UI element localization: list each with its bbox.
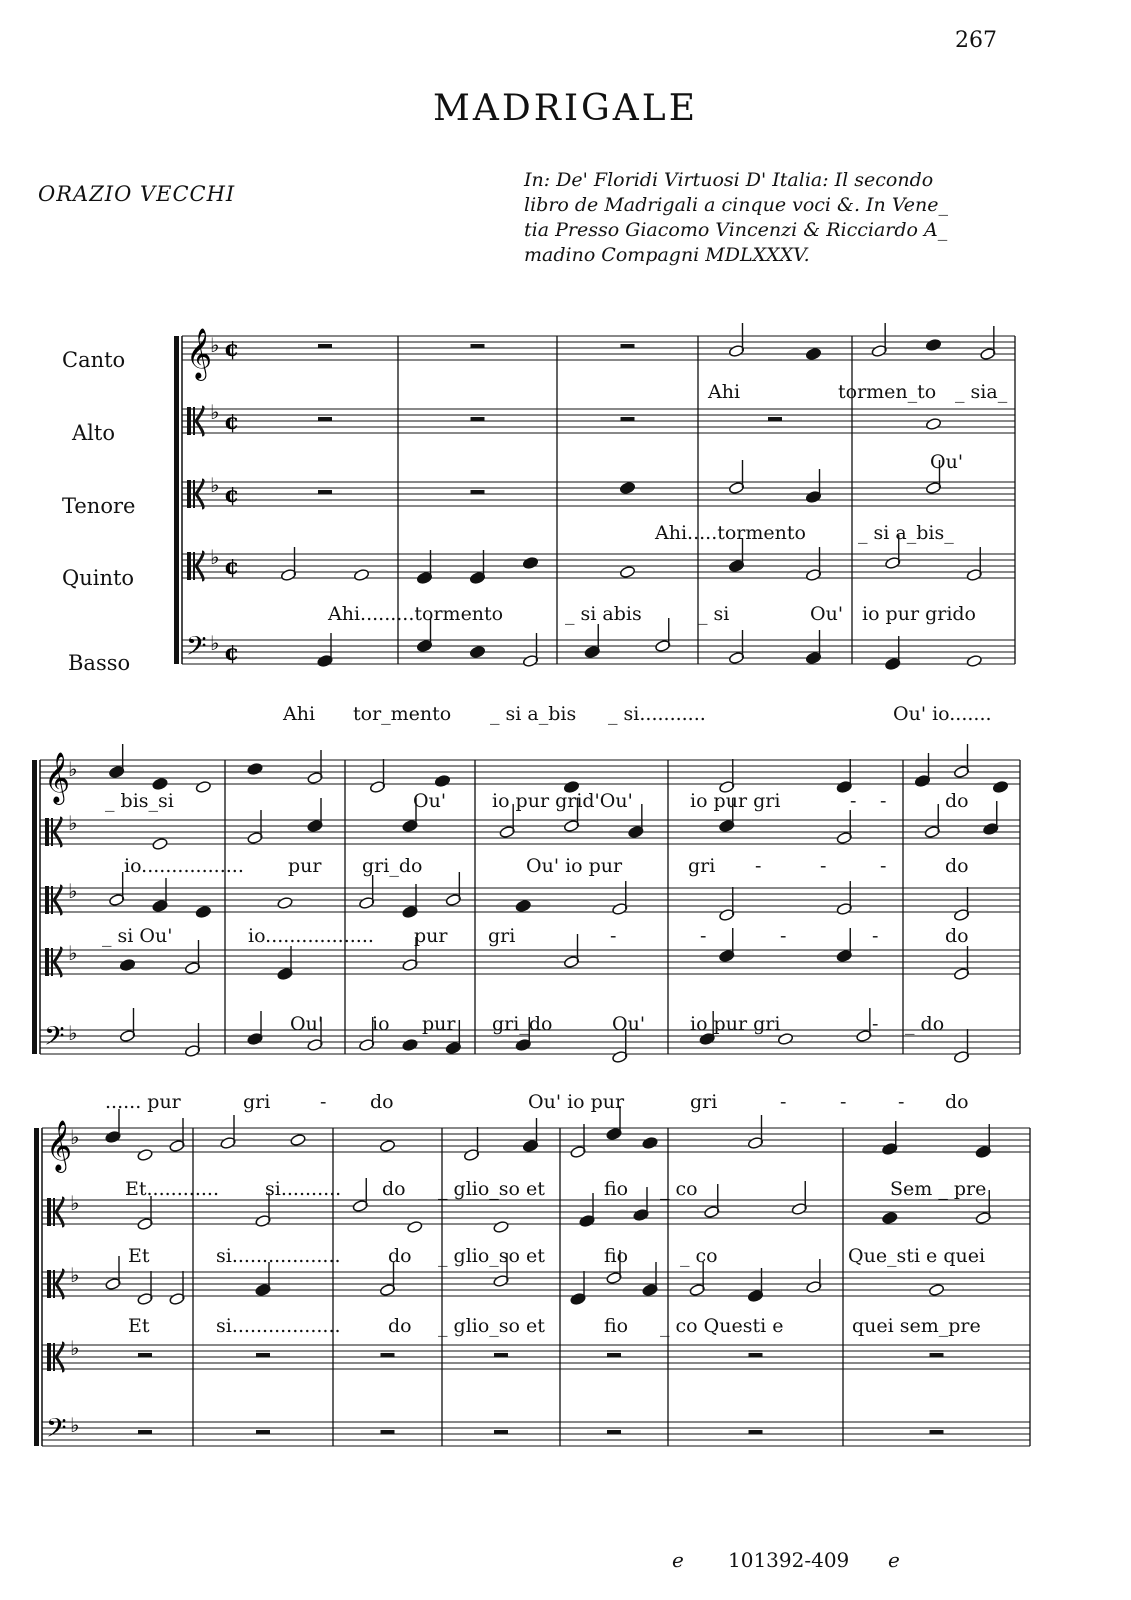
flat-icon: ♭ <box>68 879 78 903</box>
whole-rest <box>318 417 332 421</box>
whole-rest <box>768 417 782 421</box>
lyric-syllable: - <box>880 855 887 877</box>
lyric-syllable: Ou' io pur <box>528 1091 625 1113</box>
lyric-syllable: - <box>850 790 857 812</box>
c-clef-icon <box>47 1270 51 1298</box>
lyric-syllable: - <box>755 855 762 877</box>
footer-plate-number: 101392-409 <box>728 1548 850 1572</box>
voice-label-quinto: Quinto <box>62 566 135 590</box>
lyric-syllable: _ si........... <box>608 703 706 725</box>
composer-name: ORAZIO VECCHI <box>38 182 236 206</box>
c-clef-icon <box>193 407 195 435</box>
flat-icon: ♭ <box>210 545 220 569</box>
lyric-syllable: Ou' <box>612 1013 646 1035</box>
whole-rest <box>607 1430 621 1434</box>
lyric-syllable: si.......... <box>265 1178 342 1200</box>
system-bracket <box>174 336 179 664</box>
whole-rest <box>318 490 332 494</box>
flat-icon: ♭ <box>210 333 220 357</box>
note-head <box>642 1136 658 1149</box>
flat-icon: ♭ <box>210 631 220 655</box>
flat-icon: ♭ <box>70 1125 80 1149</box>
whole-rest <box>749 1353 763 1357</box>
lyric-syllable: Ahi.....tormento <box>655 522 806 544</box>
whole-rest <box>749 1430 763 1434</box>
lyric-syllable: gri <box>690 1091 718 1113</box>
lyric-syllable: si.................. <box>216 1245 341 1267</box>
c-clef-icon <box>51 818 53 846</box>
lyric-syllable: _ si a_bis <box>490 703 577 725</box>
lyric-syllable: do <box>945 1091 969 1113</box>
flat-icon: ♭ <box>68 811 78 835</box>
lyric-syllable: Ahi.........tormento <box>328 603 504 625</box>
lyric-syllable: pur <box>414 925 448 947</box>
lyric-syllable: - <box>872 925 879 947</box>
lyric-syllable: - <box>780 925 787 947</box>
lyric-syllable: _ bis_si <box>105 790 174 812</box>
c-clef-icon <box>187 407 191 435</box>
whole-rest <box>138 1353 152 1357</box>
whole-rest <box>621 344 635 348</box>
note-head <box>402 1038 418 1051</box>
lyric-syllable: Ahi <box>283 703 316 725</box>
lyric-syllable: io.................. <box>248 925 374 947</box>
lyric-syllable: fio <box>604 1178 629 1200</box>
lyric-syllable: do <box>388 1315 412 1337</box>
lyric-syllable: do <box>945 855 969 877</box>
flat-icon: ♭ <box>210 473 220 497</box>
page-number: 267 <box>955 28 997 53</box>
lyric-syllable: _ si <box>698 603 730 625</box>
lyric-syllable: gri_do <box>492 1013 553 1035</box>
lyric-syllable: gri_do <box>362 855 423 877</box>
note-head <box>277 896 293 909</box>
whole-rest <box>256 1430 270 1434</box>
lyric-syllable: - <box>820 855 827 877</box>
lyric-syllable: - <box>780 1091 787 1113</box>
whole-rest <box>930 1430 944 1434</box>
note-head <box>407 1220 423 1233</box>
lyric-syllable: Ou' <box>930 451 964 473</box>
flat-icon: ♭ <box>68 1021 78 1045</box>
c-clef-icon <box>53 1198 55 1226</box>
note-head <box>805 347 821 360</box>
note-head <box>152 837 168 850</box>
lyric-syllable: gri <box>688 855 716 877</box>
c-clef-icon <box>45 886 49 914</box>
bass-clef-icon: 𝄢 <box>44 1020 65 1058</box>
c-clef-icon <box>51 886 53 914</box>
cut-time-icon: ¢ <box>224 409 240 435</box>
cut-time-icon: ¢ <box>224 336 240 362</box>
note-head <box>152 777 168 790</box>
whole-rest <box>607 1353 621 1357</box>
lyric-syllable: si.................. <box>216 1315 341 1337</box>
lyric-syllable: Ou' <box>810 603 844 625</box>
whole-rest <box>471 344 485 348</box>
treble-clef-icon: 𝄞 <box>46 1120 73 1171</box>
lyric-syllable: _ glio_so et <box>438 1245 545 1267</box>
lyric-syllable: ...... pur <box>105 1091 181 1113</box>
flat-icon: ♭ <box>70 1413 80 1437</box>
flat-icon: ♭ <box>68 757 78 781</box>
flat-icon: ♭ <box>70 1336 80 1360</box>
source-line: In: De' Floridi Virtuosi D' Italia: Il secondo <box>524 169 934 191</box>
c-clef-icon <box>193 552 195 580</box>
system-bracket <box>34 1128 39 1446</box>
lyric-syllable: do <box>388 1245 412 1267</box>
bass-clef-icon: 𝄢 <box>186 630 207 668</box>
cut-time-icon: ¢ <box>224 554 240 580</box>
lyric-syllable: _ si a_bis_ <box>858 522 954 544</box>
note-head <box>928 1283 944 1296</box>
lyric-syllable: io pur gri <box>690 1013 781 1035</box>
lyric-syllable: - <box>880 790 887 812</box>
note-head <box>137 1148 153 1161</box>
whole-rest <box>930 1353 944 1357</box>
lyric-syllable: _ co Questi e <box>660 1315 784 1337</box>
note-head <box>619 481 635 494</box>
treble-clef-icon: 𝄞 <box>44 752 71 803</box>
note-head <box>195 780 211 793</box>
whole-rest <box>494 1430 508 1434</box>
lyric-syllable: _ glio_so et <box>438 1178 545 1200</box>
source-line: libro de Madrigali a cinque voci &. In Vene_ <box>524 194 949 216</box>
note-head <box>379 1139 395 1152</box>
note-head <box>353 568 369 581</box>
note-head <box>925 338 941 351</box>
lyric-syllable: - <box>610 925 617 947</box>
c-clef-icon <box>193 480 195 508</box>
whole-rest <box>471 417 485 421</box>
lyric-syllable: Et............ <box>125 1178 219 1200</box>
lyric-syllable: gri <box>488 925 516 947</box>
note-head <box>493 1220 509 1233</box>
lyric-syllable: tor_mento <box>353 703 452 725</box>
lyric-syllable: pur <box>422 1013 456 1035</box>
lyric-syllable: - <box>320 1091 327 1113</box>
c-clef-icon <box>47 1198 51 1226</box>
flat-icon: ♭ <box>68 941 78 965</box>
lyric-syllable: _ do <box>905 1013 945 1035</box>
lyric-syllable: io pur grido <box>862 603 976 625</box>
lyric-syllable: Ou' io....... <box>893 703 992 725</box>
lyric-syllable: Que_sti e quei <box>848 1245 986 1267</box>
lyric-syllable: _ co <box>660 1178 698 1200</box>
whole-rest <box>381 1353 395 1357</box>
c-clef-icon <box>53 1343 55 1371</box>
bass-clef-icon: 𝄢 <box>46 1412 67 1450</box>
lyric-syllable: io <box>372 1013 390 1035</box>
lyric-syllable: do <box>370 1091 394 1113</box>
note-head <box>290 1133 306 1146</box>
source-line: madino Compagni MDLXXXV. <box>524 244 810 266</box>
lyric-syllable: Et <box>128 1245 150 1267</box>
c-clef-icon <box>45 818 49 846</box>
flat-icon: ♭ <box>70 1191 80 1215</box>
c-clef-icon <box>187 480 191 508</box>
whole-rest <box>256 1353 270 1357</box>
c-clef-icon <box>51 948 53 976</box>
voice-label-alto: Alto <box>72 421 115 445</box>
note-head <box>515 899 531 912</box>
lyric-syllable: Ou' <box>413 790 447 812</box>
cut-time-icon: ¢ <box>224 482 240 508</box>
whole-rest <box>471 490 485 494</box>
note-head <box>469 645 485 658</box>
lyric-syllable: gri <box>243 1091 271 1113</box>
note-head <box>925 417 941 430</box>
cut-time-icon: ¢ <box>224 640 240 666</box>
note-head <box>434 774 450 787</box>
note-head <box>966 654 982 667</box>
note-head <box>195 905 211 918</box>
c-clef-icon <box>53 1270 55 1298</box>
lyric-syllable: do <box>945 790 969 812</box>
lyric-syllable: - <box>898 1091 905 1113</box>
note-head <box>992 780 1008 793</box>
c-clef-icon <box>47 1343 51 1371</box>
note-head <box>247 762 263 775</box>
lyric-syllable: - <box>872 1013 879 1035</box>
lyric-syllable: fio <box>604 1245 629 1267</box>
source-line: tia Presso Giacomo Vincenzi & Ricciardo A_ <box>524 219 948 241</box>
lyric-syllable: io................. <box>124 855 244 877</box>
lyric-syllable: _ sia_ <box>955 381 1008 403</box>
flat-icon: ♭ <box>210 400 220 424</box>
lyric-syllable: io pur grid'Ou' <box>492 790 633 812</box>
c-clef-icon <box>187 552 191 580</box>
flat-icon: ♭ <box>70 1263 80 1287</box>
c-clef-icon <box>45 948 49 976</box>
treble-clef-icon: 𝄞 <box>186 328 213 379</box>
note-head <box>119 958 135 971</box>
lyric-syllable: quei sem_pre <box>852 1315 981 1337</box>
lyric-syllable: Ou' <box>290 1013 324 1035</box>
voice-label-canto: Canto <box>62 348 126 372</box>
whole-rest <box>138 1430 152 1434</box>
note-head <box>522 556 538 569</box>
whole-rest <box>494 1353 508 1357</box>
lyric-syllable: fio <box>604 1315 629 1337</box>
footer-mark: e <box>888 1548 900 1572</box>
lyric-syllable: Ou' io pur <box>526 855 623 877</box>
page-title: MADRIGALE <box>433 88 698 129</box>
lyric-syllable: Sem _ pre <box>890 1178 987 1200</box>
system-bracket <box>32 760 37 1054</box>
whole-rest <box>318 344 332 348</box>
whole-rest <box>381 1430 395 1434</box>
voice-label-basso: Basso <box>68 651 131 675</box>
lyric-syllable: _ si Ou' <box>102 925 173 947</box>
footer-mark: e <box>672 1548 684 1572</box>
lyric-syllable: Ahi <box>708 381 741 403</box>
whole-rest <box>621 417 635 421</box>
lyric-syllable: tormen_to <box>838 381 937 403</box>
note-head <box>882 1211 898 1224</box>
lyric-syllable: _ co <box>680 1245 718 1267</box>
lyric-syllable: _ glio_so et <box>438 1315 545 1337</box>
note-head <box>619 565 635 578</box>
lyric-syllable: Et <box>128 1315 150 1337</box>
lyric-syllable: - <box>700 925 707 947</box>
lyric-syllable: do <box>945 925 969 947</box>
voice-label-tenore: Tenore <box>62 494 136 518</box>
lyric-syllable: io pur gri <box>690 790 781 812</box>
lyric-syllable: - <box>840 1091 847 1113</box>
lyric-syllable: pur <box>288 855 322 877</box>
lyric-syllable: _ si abis <box>565 603 642 625</box>
lyric-syllable: do <box>382 1178 406 1200</box>
